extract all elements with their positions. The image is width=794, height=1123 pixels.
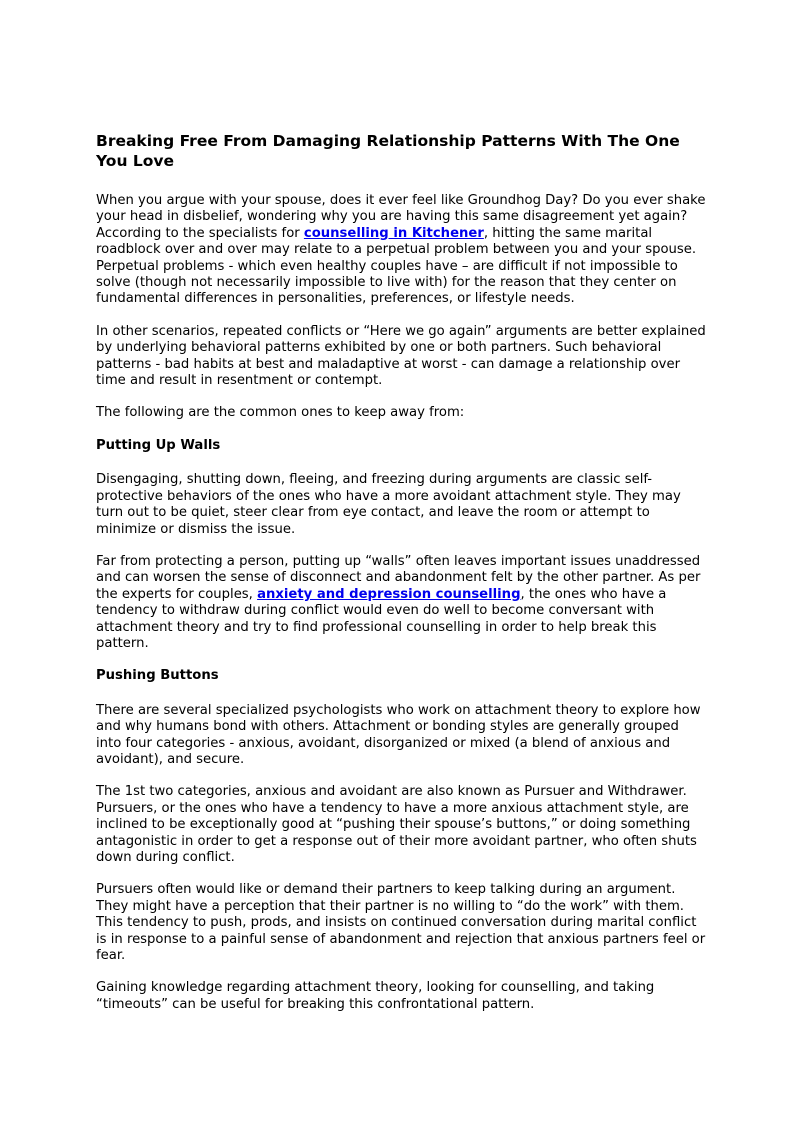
paragraph-scenarios: In other scenarios, repeated conflicts or “Here we go again” arguments are better explained by underlying behavioral patterns exhibited by one or both partners. Such behavioral patterns - bad habits at best and maladaptive at worst - can damage a relationship over time and result in resentment or contempt. [96,323,706,389]
article [96,131,706,1029]
paragraph-attachment-theory: There are several specialized psychologists who work on attachment theory to explore how and why humans bond with others. Attachment or bonding styles are generally grouped into four categories - anxious, avoidant, disorganized or mixed (a blend of anxious and avoidant), and secure. [96,702,701,767]
paragraph-pursuers: Pursuers often would like or demand their partners to keep talking during an argument. They might have a perception that their partner is no willing to “do the work” with them. This tendency to push, prods, and insists on continued conversation during marital conflict is in response to a painful sense of abandonment and rejection that anxious partners feel or fear. [96,882,706,964]
paragraph-disengaging: Disengaging, shutting down, fleeing, and freezing during arguments are classic self-protective behaviors of the ones who have a more avoidant attachment style. They may turn out to be quiet, steer clear from eye contact, and leave the room or attempt to minimize or dismiss the issue. [96,472,681,537]
paragraph-text: When you argue with your spouse, does it ever feel like Groundhog Day? Do you ever shake your head in disbelief, wondering why you are having this same disagreement yet again? According to the specialists for [96,193,706,241]
paragraph-text: , hitting the same marital roadblock over and over may relate to a perpetual problem between you and your spouse. Perpetual problems - which even healthy couples have – are difficult if not impossible to solve (though not necessarily impossible to live with) for the reason that they center on fundamental differences in personalities, preferences, or lifestyle needs. [96,225,697,307]
heading-pushing-buttons: Pushing Buttons [96,668,219,684]
paragraph-text: Far from protecting a person, putting up “walls” often leaves important issues unaddressed and can worsen the sense of disconnect and abandonment felt by the other partner. As per the experts for couples, [96,553,701,602]
anxiety-depression-counselling-link[interactable]: anxiety and depression counselling [257,586,521,602]
counselling-kitchener-link[interactable]: counselling in Kitchener [303,225,484,241]
paragraph-far-from-protecting [96,554,706,652]
heading-putting-up-walls: Putting Up Walls [96,437,221,453]
paragraph-common-ones: The following are the common ones to keep away from: [96,405,465,421]
paragraph-gaining-knowledge: Gaining knowledge regarding attachment theory, looking for counselling, and taking “timeouts” can be useful for breaking this confrontational pattern. [96,980,655,1012]
paragraph-text: , the ones who have a tendency to withdraw during conflict would even do well to become conversant with attachment theory and try to find professional counselling in order to help break this pattern. [96,586,667,651]
article-title: Breaking Free From Damaging Relationship Patterns With The One You Love [96,132,680,170]
paragraph-pursuer-withdrawer: The 1st two categories, anxious and avoidant are also known as Pursuer and Withdrawer. Pursuers, or the ones who have a tendency to have a more anxious attachment style, are inclined to be exceptionally good at “pushing their spouse’s buttons,” or doing something antagonistic in order to get a response out of their more avoidant partner, who often shuts down during conflict. [96,784,697,865]
paragraph-intro [96,193,706,308]
